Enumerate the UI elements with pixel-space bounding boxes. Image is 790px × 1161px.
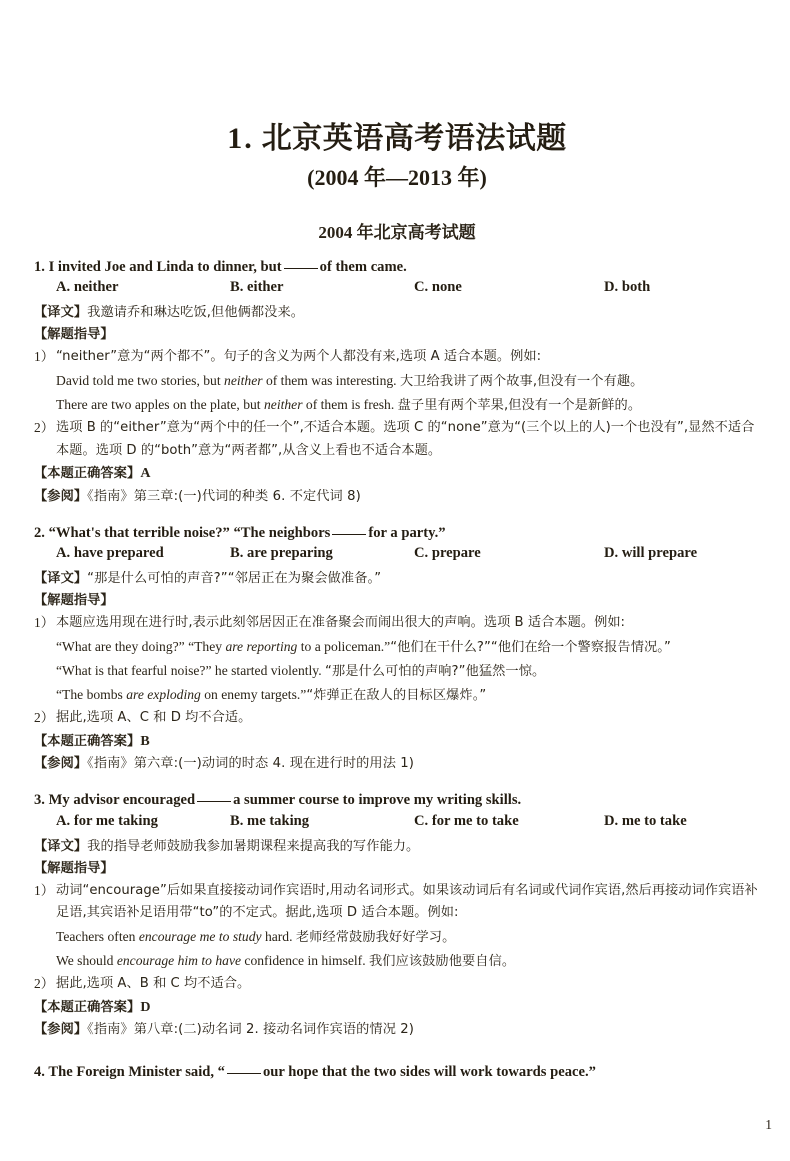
item-marker-2: 2） xyxy=(34,710,55,726)
example-en-post: confidence in himself. xyxy=(241,952,369,968)
example-en-pre: David told me two stories, but xyxy=(56,372,225,388)
example-en-italic: encourage me to study xyxy=(138,928,262,944)
reference-label: 【参阅】 xyxy=(34,488,88,504)
explanation-item-2 xyxy=(34,707,760,729)
guidance-label: 【解题指导】 xyxy=(34,860,114,876)
reference-label: 【参阅】 xyxy=(34,1022,88,1038)
item-marker-1: 1） xyxy=(34,349,55,365)
stem-text-before: “What's that terrible noise?” “The neighbors xyxy=(48,524,331,541)
example-en-italic: neither xyxy=(224,372,263,388)
chapter-number: 1. xyxy=(227,122,254,155)
example-cn: 老师经常鼓励我好好学习。 xyxy=(295,929,456,945)
answer-value: D xyxy=(140,999,151,1015)
example-cn: 我们应该鼓励他要自信。 xyxy=(369,953,516,969)
answer-line xyxy=(34,996,760,1020)
example-cn: 盘子里有两个苹果,但没有一个是新鲜的。 xyxy=(397,398,642,414)
example-en-italic: neither xyxy=(263,397,303,413)
translation-line xyxy=(34,568,760,590)
answer-blank xyxy=(284,268,318,269)
explanation-text-2: 据此,选项 A、C 和 D 均不合适。 xyxy=(56,710,252,726)
section-title: 2004 年北京高考试题 xyxy=(318,222,476,242)
stem-text-after: of them came. xyxy=(319,258,407,275)
example-en-post: of them is fresh. xyxy=(302,397,398,413)
page-content xyxy=(34,0,760,1083)
reference-text: 《指南》第八章:(二)动名词 2. 接动名词作宾语的情况 2) xyxy=(87,1022,415,1038)
explanation-item-2 xyxy=(34,417,760,462)
stem-text-after: for a party.” xyxy=(368,524,446,541)
example-cn: “那是什么可怕的声响?”他猛然一惊。 xyxy=(325,663,546,679)
question-stem xyxy=(34,1054,760,1083)
option-b[interactable]: B. are preparing xyxy=(230,544,333,561)
example-line xyxy=(34,925,760,949)
example-line xyxy=(34,949,760,973)
stem-text-after: a summer course to improve my writing skills. xyxy=(233,792,522,809)
item-marker-2: 2） xyxy=(34,976,55,992)
option-a[interactable]: A. neither xyxy=(56,279,119,296)
question-number: 4. xyxy=(34,1064,45,1081)
page-number: 1 xyxy=(765,1117,772,1132)
reference-label: 【参阅】 xyxy=(34,756,88,772)
guidance-label: 【解题指导】 xyxy=(34,327,114,343)
block-gap xyxy=(34,775,760,782)
explanation-text-1: 动词“encourage”后如果直接接动词作宾语时,用动名词形式。如果该动词后有名词或代词作宾语,然后再接动词作宾语补足语,其宾语补足语用带“to”的不定式。据此,选项 D 适合本题。例如: xyxy=(56,882,758,921)
guidance-label-line xyxy=(34,590,760,612)
translation-line xyxy=(34,836,760,858)
example-line xyxy=(34,683,760,707)
option-c[interactable]: C. prepare xyxy=(414,544,481,561)
question-stem xyxy=(34,782,760,811)
options-row xyxy=(34,813,760,836)
explanation-text-2: 选项 B 的“either”意为“两个中的任一个”,不适合本题。选项 C 的“none”意为“(三个以上的人)一个也没有”,显然不适合本题。选项 D 的“both”意为“两者都”,从含义上看也不适合本题。 xyxy=(56,420,755,458)
example-line xyxy=(34,369,760,393)
translation-line xyxy=(34,302,760,324)
example-en-post: to a policeman.” xyxy=(297,638,391,654)
answer-label: 【本题正确答案】 xyxy=(34,733,141,749)
translation-label: 【译文】 xyxy=(34,570,88,586)
example-cn: “炸弹正在敌人的目标区爆炸。” xyxy=(306,688,487,704)
guidance-label: 【解题指导】 xyxy=(34,593,114,609)
option-b[interactable]: B. me taking xyxy=(230,812,310,829)
question-block-3 xyxy=(34,782,760,1041)
options-row xyxy=(34,279,760,302)
question-block-2 xyxy=(34,515,760,776)
example-en-pre: There are two apples on the plate, but xyxy=(56,397,264,413)
example-en-pre: “What is that fearful noise?” he started violently. xyxy=(56,662,326,678)
question-number: 2. xyxy=(34,524,45,541)
explanation-item-1 xyxy=(34,612,760,634)
block-gap xyxy=(34,508,760,515)
answer-value: B xyxy=(140,733,150,749)
translation-text: 我邀请乔和琳达吃饭,但他俩都没来。 xyxy=(87,305,305,321)
question-block-1 xyxy=(34,249,760,508)
explanation-text-1: “neither”意为“两个都不”。句子的含义为两个人都没有来,选项 A 适合本题。例如: xyxy=(56,349,542,365)
example-cn: “他们在干什么?”“他们在给一个警察报告情况。” xyxy=(390,639,671,655)
question-number: 1. xyxy=(34,258,45,275)
translation-label: 【译文】 xyxy=(34,305,88,321)
translation-label: 【译文】 xyxy=(34,838,88,854)
answer-label: 【本题正确答案】 xyxy=(34,999,141,1015)
example-line xyxy=(34,659,760,683)
page-subtitle: (2004 年—2013 年) xyxy=(307,164,487,190)
main-title-text: 北京英语高考语法试题 xyxy=(261,122,567,155)
reference-line xyxy=(34,1019,760,1041)
reference-line xyxy=(34,753,760,775)
reference-text: 《指南》第三章:(一)代词的种类 6. 不定代词 8) xyxy=(87,488,361,504)
question-stem xyxy=(34,515,760,544)
page-title xyxy=(34,0,760,157)
option-d[interactable]: D. me to take xyxy=(604,812,687,829)
stem-text-before: I invited Joe and Linda to dinner, but xyxy=(48,258,282,275)
option-c[interactable]: C. none xyxy=(414,279,462,296)
answer-value: A xyxy=(140,466,151,482)
example-en-italic: encourage him to have xyxy=(116,952,242,968)
explanation-item-1 xyxy=(34,880,760,925)
question-stem xyxy=(34,249,760,278)
answer-line xyxy=(34,730,760,754)
example-en-pre: “What are they doing?” “They xyxy=(56,638,226,654)
explanation-item-1 xyxy=(34,346,760,368)
answer-blank xyxy=(332,534,366,535)
item-marker-1: 1） xyxy=(34,615,55,631)
answer-blank xyxy=(197,801,231,802)
example-en-post: on enemy targets.” xyxy=(200,687,307,703)
translation-text: 我的指导老师鼓励我参加暑期课程来提高我的写作能力。 xyxy=(87,838,420,854)
question-block-4 xyxy=(34,1054,760,1083)
stem-text-after: our hope that the two sides will work towards peace.” xyxy=(262,1064,596,1081)
example-en-pre: Teachers often xyxy=(56,928,139,944)
answer-blank xyxy=(227,1073,261,1074)
question-number: 3. xyxy=(34,792,45,809)
item-marker-2: 2） xyxy=(34,420,55,436)
example-en-pre: We should xyxy=(56,952,117,968)
example-en-italic: are exploding xyxy=(126,687,201,703)
options-row xyxy=(34,545,760,568)
explanation-item-2 xyxy=(34,973,760,995)
answer-line xyxy=(34,462,760,486)
option-a[interactable]: A. for me taking xyxy=(56,812,158,829)
reference-text: 《指南》第六章:(一)动词的时态 4. 现在进行时的用法 1) xyxy=(87,756,415,772)
option-c[interactable]: C. for me to take xyxy=(414,812,519,829)
explanation-text-2: 据此,选项 A、B 和 C 均不适合。 xyxy=(56,976,251,992)
guidance-label-line xyxy=(34,324,760,346)
stem-text-before: My advisor encouraged xyxy=(48,792,196,809)
item-marker-1: 1） xyxy=(34,882,55,898)
block-gap xyxy=(34,1041,760,1054)
example-en-italic: are reporting xyxy=(225,638,298,654)
translation-text: “那是什么可怕的声音?”“邻居正在为聚会做准备。” xyxy=(87,570,382,586)
option-d[interactable]: D. will prepare xyxy=(604,544,698,561)
answer-label: 【本题正确答案】 xyxy=(34,466,141,482)
guidance-label-line xyxy=(34,858,760,880)
explanation-text-1: 本题应选用现在进行时,表示此刻邻居因正在准备聚会而闹出很大的声响。选项 B 适合本题。例如: xyxy=(56,615,626,631)
option-a[interactable]: A. have prepared xyxy=(56,544,164,561)
example-line xyxy=(34,393,760,417)
example-cn: 大卫给我讲了两个故事,但没有一个有趣。 xyxy=(399,373,644,389)
example-en-post: of them was interesting. xyxy=(262,372,400,388)
example-line xyxy=(34,635,760,659)
reference-line xyxy=(34,486,760,508)
stem-text-before: The Foreign Minister said, “ xyxy=(48,1064,225,1081)
option-d[interactable]: D. both xyxy=(604,279,651,296)
example-en-post: hard. xyxy=(261,928,296,944)
example-en-pre: “The bombs xyxy=(56,687,127,703)
option-b[interactable]: B. either xyxy=(230,279,284,296)
